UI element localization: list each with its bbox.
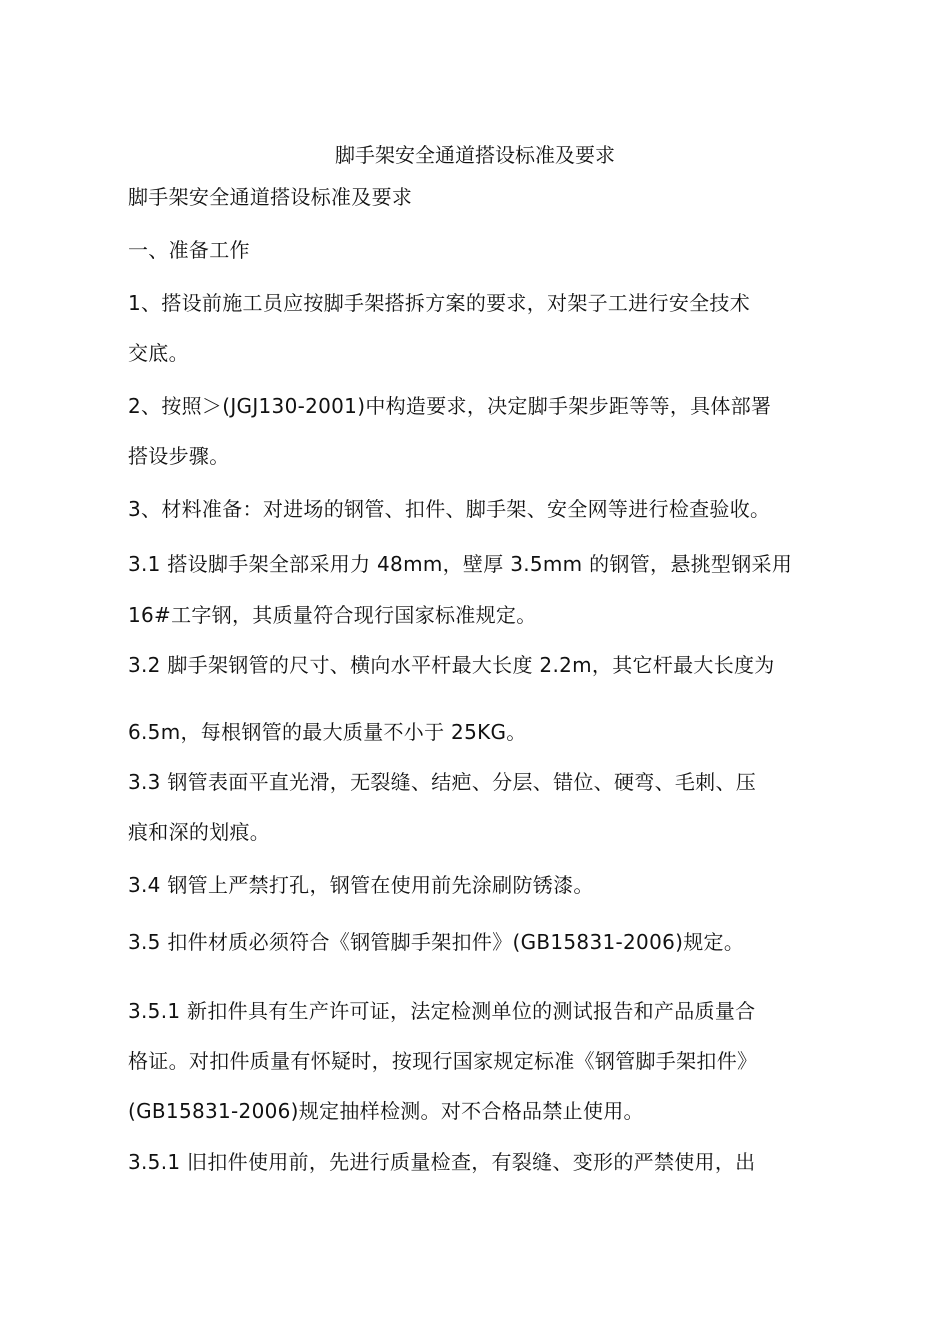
paragraph-line: 3.5.1 新扣件具有生产许可证，法定检测单位的测试报告和产品质量合: [128, 999, 756, 1023]
paragraph-line: 16#工字钢，其质量符合现行国家标准规定。: [128, 603, 537, 627]
paragraph-line: 2、按照＞(JGJ130-2001)中构造要求，决定脚手架步距等等，具体部署: [128, 394, 772, 418]
document-title: 脚手架安全通道搭设标准及要求: [335, 143, 615, 167]
paragraph-line: 3.5 扣件材质必须符合《钢管脚手架扣件》(GB15831-2006)规定。: [128, 930, 745, 954]
document-subtitle: 脚手架安全通道搭设标准及要求: [128, 185, 413, 209]
paragraph-line: 3.1 搭设脚手架全部采用力 48mm，壁厚 3.5mm 的钢管，悬挑型钢采用: [128, 552, 793, 576]
paragraph-line: 1、搭设前施工员应按脚手架搭拆方案的要求，对架子工进行安全技术: [128, 291, 751, 315]
paragraph-line: 3.5.1 旧扣件使用前，先进行质量检查，有裂缝、变形的严禁使用，出: [128, 1150, 756, 1174]
paragraph-line: 交底。: [128, 341, 189, 365]
paragraph-line: (GB15831-2006)规定抽样检测。对不合格品禁止使用。: [128, 1099, 644, 1123]
section-heading: 一、准备工作: [128, 238, 250, 262]
paragraph-line: 3.4 钢管上严禁打孔，钢管在使用前先涂刷防锈漆。: [128, 873, 594, 897]
paragraph-line: 3.3 钢管表面平直光滑，无裂缝、结疤、分层、错位、硬弯、毛刺、压: [128, 770, 757, 794]
paragraph-line: 格证。对扣件质量有怀疑时，按现行国家规定标准《钢管脚手架扣件》: [128, 1049, 758, 1073]
paragraph-line: 痕和深的划痕。: [128, 820, 271, 844]
paragraph-line: 3、材料准备：对进场的钢管、扣件、脚手架、安全网等进行检查验收。: [128, 497, 771, 521]
paragraph-line: 搭设步骤。: [128, 444, 230, 468]
paragraph-line: 6.5m，每根钢管的最大质量不小于 25KG。: [128, 720, 527, 744]
paragraph-line: 3.2 脚手架钢管的尺寸、横向水平杆最大长度 2.2m，其它杆最大长度为: [128, 653, 775, 677]
